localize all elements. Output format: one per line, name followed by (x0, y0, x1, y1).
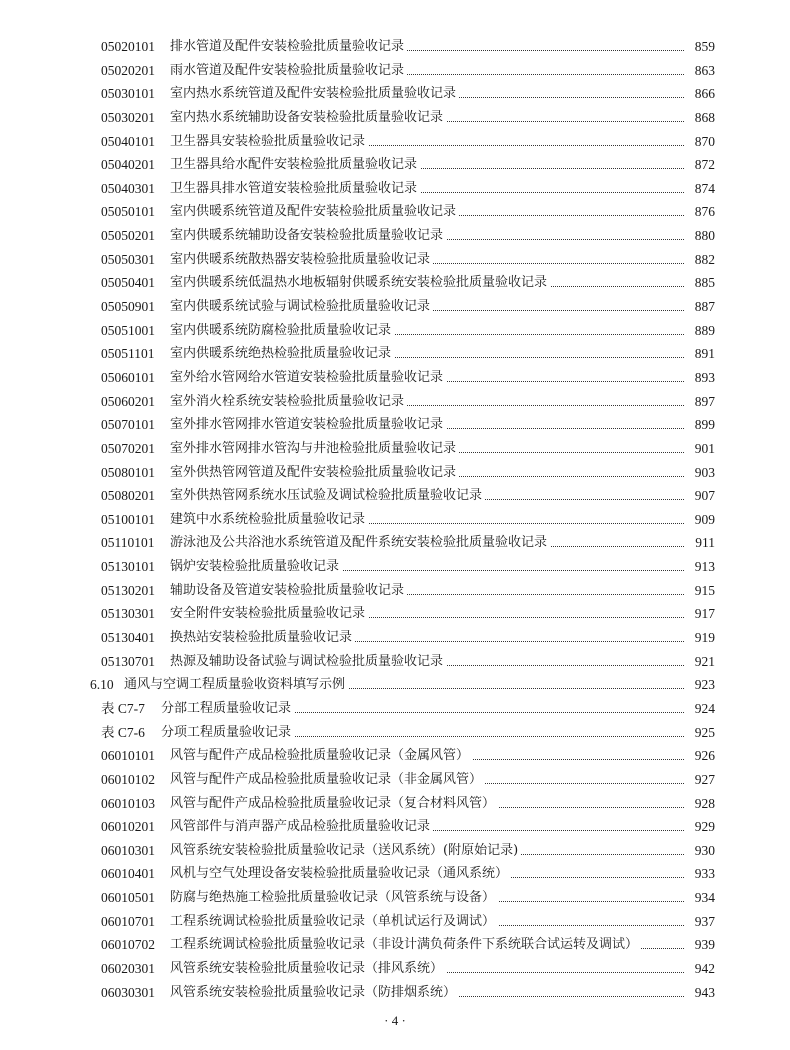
entry-page-number: 882 (684, 248, 715, 272)
entry-code: 05060201 (101, 393, 155, 409)
toc-entry[interactable] (0, 602, 790, 626)
entry-code: 06010301 (101, 842, 155, 858)
entry-title: 风机与空气处理设备安装检验批质量验收记录（通风系统） (170, 862, 511, 886)
entry-code: 06010401 (101, 866, 155, 882)
entry-code: 05070201 (101, 440, 155, 456)
entry-title: 风管与配件产成品检验批质量验收记录（复合材料风管） (170, 792, 498, 816)
entry-page-number: 872 (684, 153, 715, 177)
entry-page-number: 874 (684, 177, 715, 201)
entry-code: 05050401 (101, 275, 155, 291)
entry-code: 05050901 (101, 299, 155, 315)
entry-title: 工程系统调试检验批质量验收记录（单机试运行及调试） (170, 910, 498, 934)
toc-entry[interactable] (0, 886, 790, 910)
entry-code: 05100101 (101, 511, 155, 527)
entry-title: 风管与配件产成品检验批质量验收记录（金属风管） (170, 744, 472, 768)
toc-entry[interactable] (0, 579, 790, 603)
entry-title: 室内热水系统管道及配件安装检验批质量验收记录 (170, 82, 459, 106)
entry-page-number: 911 (684, 531, 715, 555)
toc-entry[interactable] (0, 177, 790, 201)
entry-page-number: 927 (684, 768, 715, 792)
toc-entry[interactable] (0, 461, 790, 485)
toc-entry[interactable] (0, 82, 790, 106)
entry-code: 06020301 (101, 960, 155, 976)
entry-code: 05060101 (101, 369, 155, 385)
entry-page-number: 924 (684, 697, 715, 721)
toc-entry[interactable] (0, 248, 790, 272)
entry-title: 辅助设备及管道安装检验批质量验收记录 (170, 579, 407, 603)
entry-title: 风管系统安装检验批质量验收记录（排风系统） (170, 957, 446, 981)
entry-title: 风管部件与消声器产成品检验批质量验收记录 (170, 815, 433, 839)
entry-page-number: 899 (684, 413, 715, 437)
entry-title: 卫生器具安装检验批质量验收记录 (170, 130, 368, 154)
entry-page-number: 891 (684, 342, 715, 366)
toc-entry[interactable] (0, 768, 790, 792)
entry-page-number: 942 (684, 957, 715, 981)
entry-code: 05051101 (101, 346, 155, 362)
entry-title: 风管与配件产成品检验批质量验收记录（非金属风管） (170, 768, 485, 792)
toc-entry[interactable] (0, 484, 790, 508)
entry-title: 排水管道及配件安装检验批质量验收记录 (170, 35, 407, 59)
entry-title: 卫生器具排水管道安装检验批质量验收记录 (170, 177, 420, 201)
entry-page-number: 859 (684, 35, 715, 59)
entry-page-number: 887 (684, 295, 715, 319)
entry-title: 室内供暖系统试验与调试检验批质量验收记录 (170, 295, 433, 319)
toc-section-entry[interactable] (0, 673, 790, 697)
entry-code: 06030301 (101, 984, 155, 1000)
entry-title: 换热站安装检验批质量验收记录 (170, 626, 355, 650)
entry-code: 06010102 (101, 771, 155, 787)
toc-entry[interactable] (0, 153, 790, 177)
entry-page-number: 870 (684, 130, 715, 154)
entry-code: 05130201 (101, 582, 155, 598)
entry-title: 室内供暖系统辅助设备安装检验批质量验收记录 (170, 224, 446, 248)
entry-title: 室外供热管网管道及配件安装检验批质量验收记录 (170, 461, 459, 485)
toc-entry[interactable] (0, 626, 790, 650)
toc-entry[interactable] (0, 413, 790, 437)
toc-entry[interactable] (0, 437, 790, 461)
entry-title: 室内供暖系统低温热水地板辐射供暖系统安装检验批质量验收记录 (170, 271, 550, 295)
table-of-contents (0, 35, 790, 1004)
entry-title: 通风与空调工程质量验收资料填写示例 (124, 673, 348, 697)
toc-entry[interactable] (0, 271, 790, 295)
entry-title: 室内供暖系统管道及配件安装检验批质量验收记录 (170, 200, 459, 224)
entry-page-number: 915 (684, 579, 715, 603)
entry-title: 分部工程质量验收记录 (161, 697, 294, 721)
entry-code: 05050101 (101, 204, 155, 220)
entry-code: 6.10 (90, 677, 114, 693)
entry-page-number: 880 (684, 224, 715, 248)
entry-title: 室外供热管网系统水压试验及调试检验批质量验收记录 (170, 484, 485, 508)
entry-code: 05030201 (101, 109, 155, 125)
entry-title: 风管系统安装检验批质量验收记录（送风系统）(附原始记录) (170, 839, 521, 863)
entry-code: 06010103 (101, 795, 155, 811)
entry-page-number: 943 (684, 981, 715, 1005)
entry-code: 05130401 (101, 630, 155, 646)
entry-page-number: 925 (684, 721, 715, 745)
entry-page-number: 934 (684, 886, 715, 910)
entry-title: 锅炉安装检验批质量验收记录 (170, 555, 342, 579)
entry-page-number: 907 (684, 484, 715, 508)
toc-entry[interactable] (0, 106, 790, 130)
entry-code: 05080101 (101, 464, 155, 480)
entry-page-number: 919 (684, 626, 715, 650)
entry-code: 表 C7-6 (101, 724, 145, 740)
entry-code: 05020201 (101, 62, 155, 78)
entry-code: 05040301 (101, 180, 155, 196)
entry-page-number: 928 (684, 792, 715, 816)
entry-title: 雨水管道及配件安装检验批质量验收记录 (170, 59, 407, 83)
toc-entry[interactable] (0, 295, 790, 319)
entry-code: 05110101 (101, 535, 155, 551)
toc-entry[interactable] (0, 319, 790, 343)
toc-entry[interactable] (0, 342, 790, 366)
entry-page-number: 903 (684, 461, 715, 485)
toc-entry[interactable] (0, 957, 790, 981)
entry-page-number: 885 (684, 271, 715, 295)
entry-page-number: 937 (684, 910, 715, 934)
toc-entry[interactable] (0, 697, 790, 721)
entry-page-number: 921 (684, 650, 715, 674)
entry-code: 06010101 (101, 748, 155, 764)
entry-page-number: 923 (684, 673, 715, 697)
entry-title: 室内供暖系统防腐检验批质量验收记录 (170, 319, 394, 343)
toc-entry[interactable] (0, 531, 790, 555)
entry-title: 室外排水管网排水管道安装检验批质量验收记录 (170, 413, 446, 437)
toc-entry[interactable] (0, 224, 790, 248)
toc-entry[interactable] (0, 744, 790, 768)
entry-title: 室外排水管网排水管沟与井池检验批质量验收记录 (170, 437, 459, 461)
entry-title: 室外消火栓系统安装检验批质量验收记录 (170, 390, 407, 414)
entry-page-number: 913 (684, 555, 715, 579)
entry-page-number: 929 (684, 815, 715, 839)
entry-page-number: 909 (684, 508, 715, 532)
entry-title: 游泳池及公共浴池水系统管道及配件系统安装检验批质量验收记录 (170, 531, 550, 555)
entry-page-number: 866 (684, 82, 715, 106)
entry-title: 安全附件安装检验批质量验收记录 (170, 602, 368, 626)
entry-title: 室内供暖系统绝热检验批质量验收记录 (170, 342, 394, 366)
entry-page-number: 893 (684, 366, 715, 390)
toc-entry[interactable] (0, 59, 790, 83)
page-number-footer: · 4 · (384, 1013, 406, 1028)
entry-title: 室内热水系统辅助设备安装检验批质量验收记录 (170, 106, 446, 130)
toc-entry[interactable] (0, 35, 790, 59)
toc-entry[interactable] (0, 839, 790, 863)
entry-title: 风管系统安装检验批质量验收记录（防排烟系统） (170, 981, 459, 1005)
entry-title: 室内供暖系统散热器安装检验批质量验收记录 (170, 248, 433, 272)
toc-entry[interactable] (0, 366, 790, 390)
entry-title: 室外给水管网给水管道安装检验批质量验收记录 (170, 366, 446, 390)
entry-page-number: 901 (684, 437, 715, 461)
entry-code: 05030101 (101, 86, 155, 102)
entry-code: 06010201 (101, 819, 155, 835)
entry-code: 05051001 (101, 322, 155, 338)
toc-entry[interactable] (0, 555, 790, 579)
entry-code: 05130101 (101, 559, 155, 575)
toc-entry[interactable] (0, 862, 790, 886)
entry-page-number: 939 (684, 933, 715, 957)
entry-code: 05050301 (101, 251, 155, 267)
entry-code: 05040201 (101, 157, 155, 173)
entry-page-number: 917 (684, 602, 715, 626)
toc-entry[interactable] (0, 815, 790, 839)
toc-entry[interactable] (0, 130, 790, 154)
entry-page-number: 926 (684, 744, 715, 768)
entry-code: 06010701 (101, 913, 155, 929)
entry-title: 建筑中水系统检验批质量验收记录 (170, 508, 368, 532)
entry-page-number: 897 (684, 390, 715, 414)
entry-page-number: 930 (684, 839, 715, 863)
entry-code: 05040101 (101, 133, 155, 149)
entry-page-number: 863 (684, 59, 715, 83)
entry-code: 05070101 (101, 417, 155, 433)
toc-entry[interactable] (0, 792, 790, 816)
toc-entry[interactable] (0, 933, 790, 957)
entry-code: 05080201 (101, 488, 155, 504)
entry-title: 防腐与绝热施工检验批质量验收记录（风管系统与设备） (170, 886, 498, 910)
entry-title: 卫生器具给水配件安装检验批质量验收记录 (170, 153, 420, 177)
toc-entry[interactable] (0, 508, 790, 532)
entry-code: 表 C7-7 (101, 700, 145, 716)
entry-title: 热源及辅助设备试验与调试检验批质量验收记录 (170, 650, 446, 674)
entry-code: 06010501 (101, 890, 155, 906)
entry-page-number: 889 (684, 319, 715, 343)
toc-entry[interactable] (0, 721, 790, 745)
entry-page-number: 868 (684, 106, 715, 130)
entry-title: 分项工程质量验收记录 (161, 721, 294, 745)
toc-entry[interactable] (0, 390, 790, 414)
toc-entry[interactable] (0, 981, 790, 1005)
entry-code: 05130701 (101, 653, 155, 669)
entry-code: 05050201 (101, 228, 155, 244)
entry-page-number: 876 (684, 200, 715, 224)
toc-entry[interactable] (0, 650, 790, 674)
toc-entry[interactable] (0, 200, 790, 224)
entry-code: 06010702 (101, 937, 155, 953)
entry-code: 05130301 (101, 606, 155, 622)
entry-page-number: 933 (684, 862, 715, 886)
entry-code: 05020101 (101, 39, 155, 54)
toc-entry[interactable] (0, 910, 790, 934)
entry-title: 工程系统调试检验批质量验收记录（非设计满负荷条件下系统联合试运转及调试） (170, 933, 641, 957)
